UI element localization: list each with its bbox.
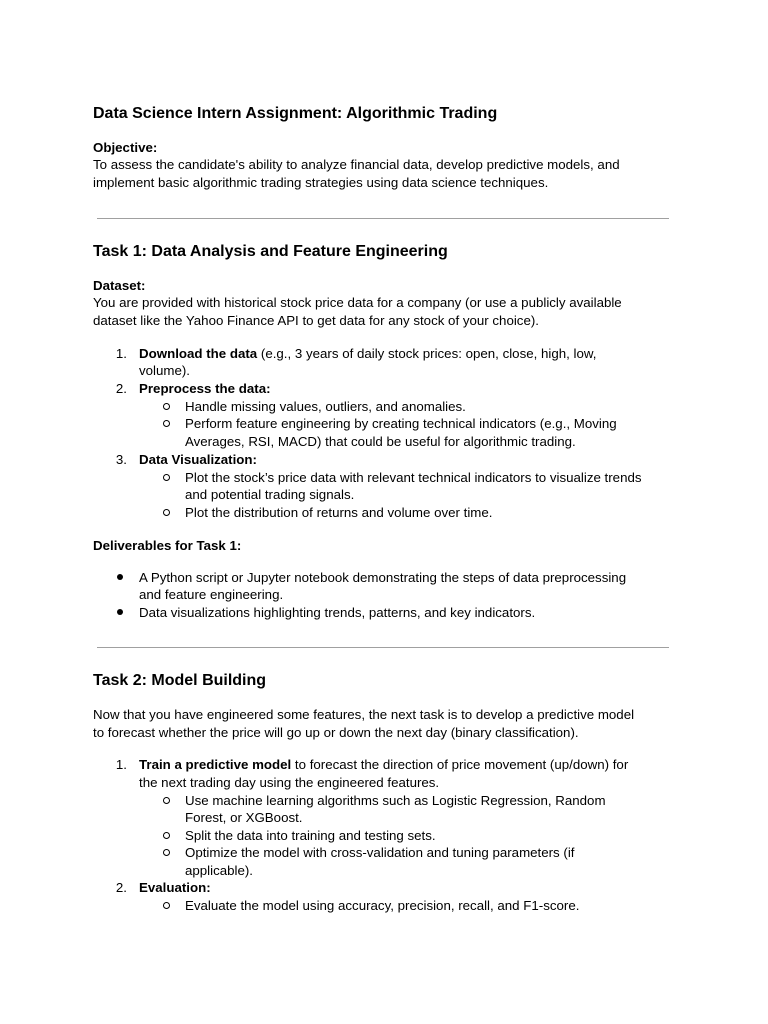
bullet-icon: [117, 609, 123, 615]
sub-item: Plot the distribution of returns and volume over time.: [185, 505, 493, 520]
objective-line-2: implement basic algorithmic trading strategies using data science techniques.: [93, 175, 549, 190]
dataset-line-1: You are provided with historical stock price data for a company (or use a publicly available: [93, 295, 622, 310]
list-number: 2.: [115, 880, 127, 895]
objective-heading: Objective:: [93, 140, 158, 155]
divider: [97, 218, 669, 219]
circle-bullet-icon: [163, 420, 170, 427]
divider: [97, 647, 669, 648]
deliverable-item: A Python script or Jupyter notebook demonstrating the steps of data preprocessing: [139, 570, 627, 585]
list-number: 1.: [115, 346, 127, 361]
objective-line-1: To assess the candidate's ability to analyze financial data, develop predictive models, and: [93, 157, 620, 172]
circle-bullet-icon: [163, 474, 170, 481]
sub-item: Split the data into training and testing sets.: [185, 828, 436, 843]
list-item-bold: Data Visualization:: [139, 452, 257, 467]
circle-bullet-icon: [163, 509, 170, 516]
circle-bullet-icon: [163, 797, 170, 804]
sub-item: Optimize the model with cross-validation and tuning parameters (if: [185, 845, 575, 860]
circle-bullet-icon: [163, 849, 170, 856]
sub-item: Perform feature engineering by creating technical indicators (e.g., Moving: [185, 416, 617, 431]
list-item-bold: Evaluation:: [139, 880, 211, 895]
sub-item: Evaluate the model using accuracy, precision, recall, and F1-score.: [185, 898, 580, 913]
deliverables-heading: Deliverables for Task 1:: [93, 538, 242, 553]
list-item: [139, 756, 628, 774]
circle-bullet-icon: [163, 832, 170, 839]
list-number: 2.: [115, 381, 127, 396]
dataset-heading: Dataset:: [93, 278, 146, 293]
sub-item-continuation: Averages, RSI, MACD) that could be useful for algorithmic trading.: [185, 434, 576, 449]
list-item-bold: Download the data: [139, 346, 258, 361]
sub-item-continuation: applicable).: [185, 863, 254, 878]
task2-heading: Task 2: Model Building: [93, 672, 267, 689]
deliverable-continuation: and feature engineering.: [139, 587, 284, 602]
list-number: 1.: [115, 757, 127, 772]
circle-bullet-icon: [163, 902, 170, 909]
sub-item-continuation: Forest, or XGBoost.: [185, 810, 303, 825]
list-item-continuation: volume).: [139, 363, 190, 378]
bullet-icon: [117, 574, 123, 580]
list-item-bold: Train a predictive model: [139, 757, 292, 772]
circle-bullet-icon: [163, 403, 170, 410]
document-title: Data Science Intern Assignment: Algorithmic Trading: [93, 105, 498, 122]
list-item-continuation: the next trading day using the engineered features.: [139, 775, 440, 790]
dataset-line-2: dataset like the Yahoo Finance API to get data for any stock of your choice).: [93, 313, 539, 328]
list-item-text: to forecast the direction of price movement (up/down) for: [291, 757, 629, 772]
sub-item: Use machine learning algorithms such as Logistic Regression, Random: [185, 793, 606, 808]
list-item-bold: Preprocess the data:: [139, 381, 271, 396]
task2-intro-line-2: to forecast whether the price will go up or down the next day (binary classification).: [93, 725, 579, 740]
task2-intro-line-1: Now that you have engineered some features, the next task is to develop a predictive model: [93, 707, 635, 722]
task1-heading: Task 1: Data Analysis and Feature Engineering: [93, 243, 448, 260]
sub-item: Plot the stock’s price data with relevant technical indicators to visualize trends: [185, 470, 642, 485]
list-item: [139, 345, 596, 363]
sub-item-continuation: and potential trading signals.: [185, 487, 355, 502]
deliverable-item: Data visualizations highlighting trends, patterns, and key indicators.: [139, 605, 536, 620]
list-number: 3.: [115, 452, 127, 467]
list-item-text: (e.g., 3 years of daily stock prices: open, close, high, low,: [257, 346, 597, 361]
sub-item: Handle missing values, outliers, and anomalies.: [185, 399, 466, 414]
